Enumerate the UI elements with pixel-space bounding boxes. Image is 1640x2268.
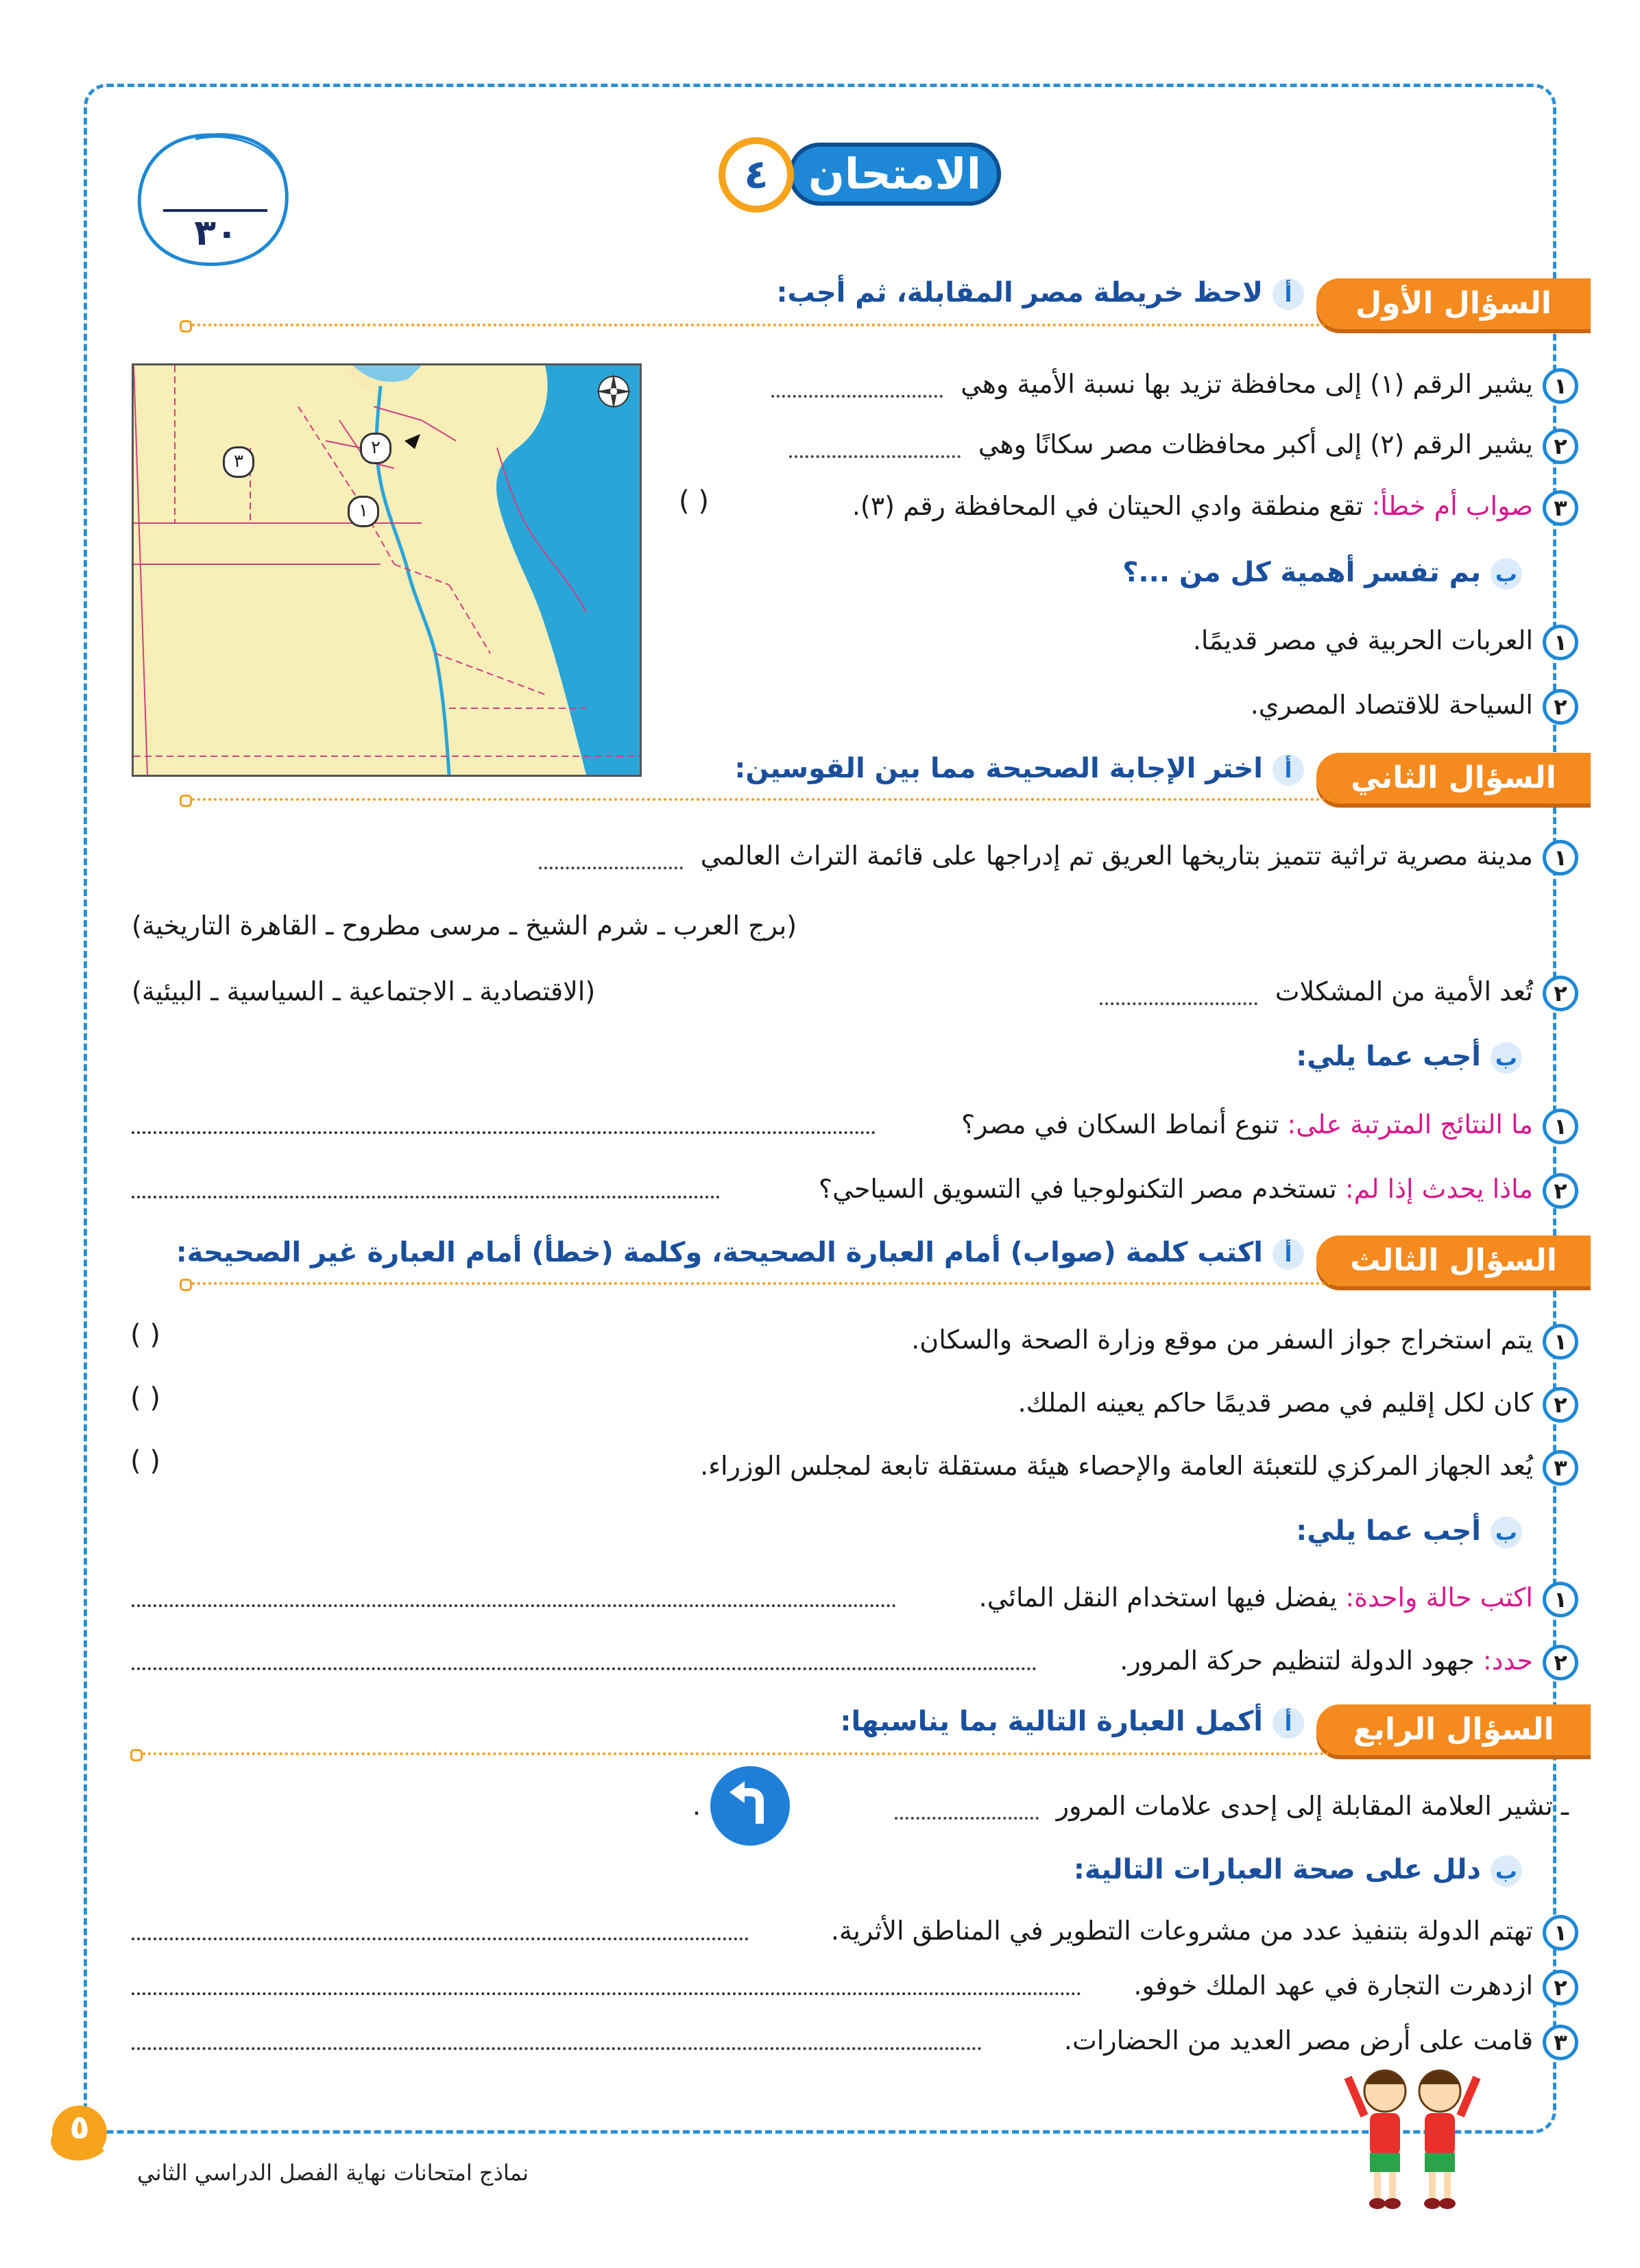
s1-q3-text: تقع منطقة وادي الحيتان في المحافظة رقم (٣). bbox=[852, 491, 1364, 521]
s3-b2-text: جهود الدولة لتنظيم حركة المرور. bbox=[1120, 1645, 1475, 1676]
s3-q1-text: يتم استخراج جواز السفر من موقع وزارة الصحة والسكان. bbox=[911, 1325, 1533, 1355]
kids-illustration bbox=[1344, 2057, 1481, 2215]
egypt-map-drawing bbox=[134, 365, 640, 775]
s3-q1 bbox=[911, 1319, 1578, 1360]
s2-q1-choices: (برج العرب ـ شرم الشيخ ـ مرسى مطروح ـ القاهرة التاريخية) bbox=[132, 910, 797, 941]
s1-b1 bbox=[1193, 620, 1578, 661]
s3-b1-text: يفضل فيها استخدام النقل المائي. bbox=[978, 1582, 1338, 1613]
number-badge: ٣ bbox=[1543, 490, 1578, 526]
section-4-b-text: دلل على صحة العبارات التالية: bbox=[1073, 1854, 1481, 1885]
s1-q3-prefix: صواب أم خطأ: bbox=[1371, 491, 1533, 521]
answer-blank[interactable] bbox=[895, 1796, 1039, 1820]
s2-b1 bbox=[961, 1104, 1578, 1145]
s3-b2 bbox=[1120, 1640, 1578, 1681]
map-label-1: ١ bbox=[348, 496, 379, 527]
section-3-b-heading bbox=[1296, 1515, 1522, 1548]
number-badge: ١ bbox=[1543, 625, 1578, 660]
s3-q2-answer-paren[interactable]: ( ) bbox=[130, 1382, 160, 1414]
number-badge: ٢ bbox=[1543, 1173, 1578, 1209]
answer-blank[interactable] bbox=[789, 435, 961, 458]
s4-b1 bbox=[831, 1910, 1578, 1951]
s4-b3-answer-line[interactable] bbox=[132, 2047, 982, 2050]
score-value: ٣٠ bbox=[194, 213, 238, 254]
section-2-divider bbox=[186, 798, 1331, 801]
section-4-divider bbox=[137, 1752, 1330, 1755]
section-1-a-heading bbox=[776, 277, 1304, 310]
s1-b1-text: العربات الحربية في مصر قديمًا. bbox=[1192, 625, 1533, 655]
s1-q3 bbox=[852, 485, 1578, 527]
section-1-tab: السؤال الأول bbox=[1316, 278, 1591, 329]
section-1-b-heading bbox=[1122, 557, 1522, 590]
number-badge: ٢ bbox=[1543, 1645, 1578, 1680]
s4-b2 bbox=[1133, 1965, 1578, 2006]
s2-q2-text: تُعد الأمية من المشكلات bbox=[1275, 976, 1533, 1006]
section-1-divider bbox=[186, 324, 1331, 326]
left-turn-sign-icon bbox=[710, 1766, 790, 1846]
s3-q3-answer-paren[interactable]: ( ) bbox=[130, 1445, 160, 1477]
number-badge: ٣ bbox=[1543, 1450, 1578, 1486]
s1-q2 bbox=[789, 424, 1578, 465]
b-badge: ب bbox=[1491, 558, 1522, 590]
section-3-divider bbox=[186, 1282, 1331, 1285]
a-badge: أ bbox=[1273, 278, 1304, 310]
section-2-a-text: اختر الإجابة الصحيحة مما بين القوسين: bbox=[734, 753, 1263, 784]
section-3-a-text: اكتب كلمة (صواب) أمام العبارة الصحيحة، وكلمة (خطأ) أمام العبارة غير الصحيحة: bbox=[176, 1237, 1263, 1268]
s3-q2-text: كان لكل إقليم في مصر قديمًا حاكم يعينه الملك. bbox=[1017, 1388, 1533, 1418]
section-4-b-heading bbox=[1074, 1854, 1522, 1887]
s1-q2-text: يشير الرقم (٢) إلى أكبر محافظات مصر سكانًا وهي bbox=[978, 429, 1533, 459]
s1-q1-text: يشير الرقم (١) إلى محافظة تزيد بها نسبة الأمية وهي bbox=[961, 369, 1533, 399]
number-badge: ٢ bbox=[1543, 976, 1578, 1011]
s4-q1-end: . bbox=[692, 1791, 701, 1821]
s3-q3-text: يُعد الجهاز المركزي للتعبئة العامة والإحصاء هيئة مستقلة تابعة لمجلس الوزراء. bbox=[700, 1451, 1533, 1481]
exam-title-label: الامتحان bbox=[788, 143, 1001, 206]
s2-b1-prefix: ما النتائج المترتبة على: bbox=[1287, 1109, 1533, 1139]
number-badge: ١ bbox=[1543, 1915, 1578, 1951]
section-2-a-heading bbox=[734, 753, 1304, 786]
section-4-tab: السؤال الرابع bbox=[1316, 1704, 1591, 1755]
section-4-a-heading bbox=[841, 1706, 1304, 1739]
answer-blank[interactable] bbox=[1100, 982, 1257, 1005]
s3-q1-answer-paren[interactable]: ( ) bbox=[130, 1319, 160, 1351]
exam-number: ٤ bbox=[719, 137, 794, 213]
page-number-badge bbox=[34, 2101, 117, 2170]
s4-b1-answer-line[interactable] bbox=[132, 1938, 749, 1940]
number-badge: ٢ bbox=[1543, 1970, 1578, 2005]
s2-q1 bbox=[539, 835, 1578, 876]
s2-b2-text: تستخدم مصر التكنولوجيا في التسويق السياحي؟ bbox=[819, 1174, 1337, 1204]
s4-b1-text: تهتم الدولة بتنفيذ عدد من مشروعات التطوير في المناطق الأثرية. bbox=[830, 1916, 1533, 1946]
b-badge: ب bbox=[1491, 1855, 1522, 1887]
exam-title bbox=[719, 137, 1001, 213]
s4-b2-answer-line[interactable] bbox=[132, 1992, 1081, 1995]
answer-blank[interactable] bbox=[771, 374, 943, 398]
s4-q1 bbox=[895, 1785, 1569, 1826]
egypt-map bbox=[132, 363, 642, 777]
number-badge: ١ bbox=[1543, 1109, 1578, 1144]
score-box bbox=[130, 127, 295, 274]
b-badge: ب bbox=[1491, 1517, 1522, 1548]
section-2-b-heading bbox=[1296, 1041, 1522, 1074]
s1-b2 bbox=[1251, 684, 1578, 725]
section-1-a-text: لاحظ خريطة مصر المقابلة، ثم أجب: bbox=[776, 277, 1263, 309]
s1-q3-answer-paren[interactable]: ( ) bbox=[679, 485, 709, 517]
answer-blank[interactable] bbox=[539, 846, 683, 869]
number-badge: ١ bbox=[1543, 840, 1578, 876]
section-1-b-text: بم تفسر أهمية كل من ...؟ bbox=[1122, 557, 1481, 588]
s3-b1 bbox=[979, 1577, 1578, 1618]
s4-b2-text: ازدهرت التجارة في عهد الملك خوفو. bbox=[1133, 1970, 1533, 2001]
s3-q2 bbox=[1018, 1382, 1578, 1423]
a-badge: أ bbox=[1273, 754, 1304, 786]
s2-b2 bbox=[819, 1168, 1578, 1209]
s2-b1-answer-line[interactable] bbox=[132, 1131, 876, 1134]
number-badge: ١ bbox=[1543, 1324, 1578, 1360]
s3-b1-answer-line[interactable] bbox=[132, 1604, 896, 1607]
section-3-b-text: أجب عما يلي: bbox=[1296, 1515, 1481, 1547]
s2-b1-text: تنوع أنماط السكان في مصر؟ bbox=[961, 1109, 1279, 1139]
number-badge: ١ bbox=[1543, 1582, 1578, 1617]
s1-b2-text: السياحة للاقتصاد المصري. bbox=[1250, 690, 1533, 720]
s3-q3 bbox=[700, 1445, 1578, 1486]
s4-b3-text: قامت على أرض مصر العديد من الحضارات. bbox=[1063, 2025, 1533, 2055]
s2-q1-text: مدينة مصرية تراثية تتميز بتاريخها العريق تم إدراجها على قائمة التراث العالمي bbox=[700, 841, 1533, 871]
section-3-tab: السؤال الثالث bbox=[1316, 1235, 1591, 1286]
number-badge: ٢ bbox=[1543, 689, 1578, 725]
section-2-b-text: أجب عما يلي: bbox=[1296, 1041, 1481, 1072]
a-badge: أ bbox=[1273, 1707, 1304, 1739]
s4-q1-text: ـ تشير العلامة المقابلة إلى إحدى علامات المرور bbox=[1056, 1791, 1569, 1821]
section-3-a-heading bbox=[176, 1237, 1304, 1270]
s2-q2 bbox=[1100, 971, 1578, 1012]
section-4-a-text: أكمل العبارة التالية بما يناسبها: bbox=[840, 1706, 1263, 1737]
map-label-3: ٣ bbox=[223, 446, 254, 478]
s3-b2-answer-line[interactable] bbox=[132, 1667, 1037, 1670]
b-badge: ب bbox=[1491, 1042, 1522, 1074]
number-badge: ١ bbox=[1543, 368, 1578, 404]
s2-b2-prefix: ماذا يحدث إذا لم: bbox=[1344, 1174, 1533, 1204]
page-number: ٥ bbox=[69, 2108, 90, 2147]
map-label-2: ٢ bbox=[360, 433, 391, 464]
a-badge: أ bbox=[1273, 1238, 1304, 1270]
s3-b1-prefix: اكتب حالة واحدة: bbox=[1345, 1582, 1533, 1613]
s1-q1 bbox=[771, 363, 1578, 405]
section-2-tab: السؤال الثاني bbox=[1316, 753, 1591, 804]
number-badge: ٢ bbox=[1543, 1387, 1578, 1423]
s3-b2-prefix: حدد: bbox=[1482, 1645, 1533, 1676]
number-badge: ٣ bbox=[1543, 2025, 1578, 2060]
s2-b2-answer-line[interactable] bbox=[132, 1196, 720, 1198]
s4-b3 bbox=[1064, 2020, 1578, 2061]
number-badge: ٢ bbox=[1543, 429, 1578, 464]
s2-q2-choices: (الاقتصادية ـ الاجتماعية ـ السياسية ـ البيئية) bbox=[132, 976, 596, 1006]
footer-text: نماذج امتحانات نهاية الفصل الدراسي الثاني bbox=[137, 2160, 529, 2186]
